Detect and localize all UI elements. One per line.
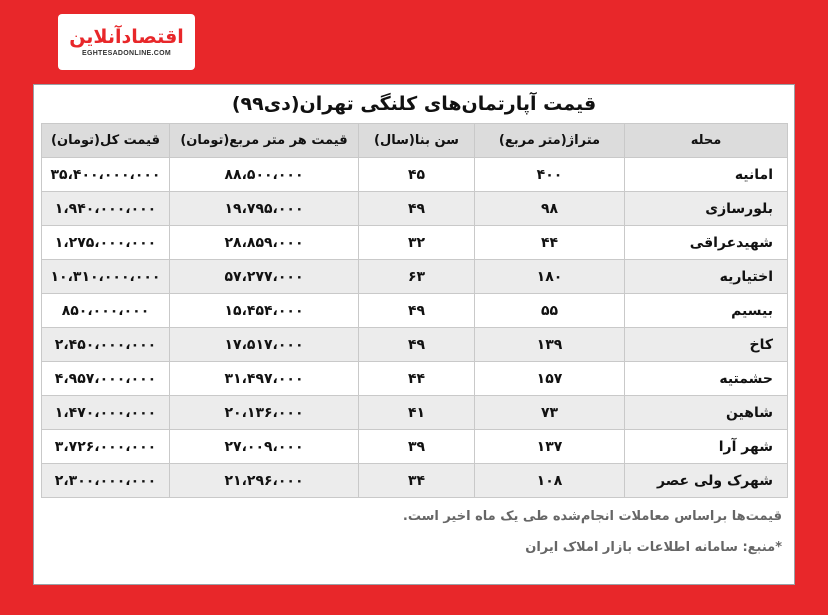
cell-building-age: ۳۲ — [359, 226, 475, 260]
table-row — [42, 430, 788, 464]
table-title: قیمت آپارتمان‌های کلنگی تهران(دی۹۹) — [231, 93, 597, 115]
cell-neighborhood: شهرک ولی عصر — [625, 464, 788, 498]
cell-building-age: ۴۹ — [359, 294, 475, 328]
cell-price-per-sqm: ۳۱،۴۹۷،۰۰۰ — [170, 362, 359, 396]
cell-building-age: ۴۴ — [359, 362, 475, 396]
price-table-card — [33, 84, 795, 585]
cell-neighborhood: اختیاریه — [625, 260, 788, 294]
table-row — [42, 328, 788, 362]
cell-price-per-sqm: ۲۷،۰۰۹،۰۰۰ — [170, 430, 359, 464]
cell-area: ۵۵ — [475, 294, 625, 328]
table-row — [42, 226, 788, 260]
cell-building-age: ۳۴ — [359, 464, 475, 498]
table-row — [42, 294, 788, 328]
cell-neighborhood: امانیه — [625, 158, 788, 192]
header-total-price: قیمت کل(تومان) — [42, 124, 170, 158]
cell-building-age: ۴۹ — [359, 328, 475, 362]
header-neighborhood: محله — [625, 124, 788, 158]
cell-total-price: ۳،۷۲۶،۰۰۰،۰۰۰ — [42, 430, 170, 464]
table-row — [42, 158, 788, 192]
cell-total-price: ۴،۹۵۷،۰۰۰،۰۰۰ — [42, 362, 170, 396]
cell-price-per-sqm: ۱۹،۷۹۵،۰۰۰ — [170, 192, 359, 226]
cell-neighborhood: بیسیم — [625, 294, 788, 328]
cell-neighborhood: کاخ — [625, 328, 788, 362]
cell-building-age: ۳۹ — [359, 430, 475, 464]
cell-price-per-sqm: ۸۸،۵۰۰،۰۰۰ — [170, 158, 359, 192]
cell-area: ۱۳۷ — [475, 430, 625, 464]
cell-total-price: ۳۵،۴۰۰،۰۰۰،۰۰۰ — [42, 158, 170, 192]
cell-total-price: ۱،۴۷۰،۰۰۰،۰۰۰ — [42, 396, 170, 430]
cell-building-age: ۴۹ — [359, 192, 475, 226]
header-building-age: سن بنا(سال) — [359, 124, 475, 158]
table-row — [42, 260, 788, 294]
cell-area: ۱۸۰ — [475, 260, 625, 294]
cell-price-per-sqm: ۱۷،۵۱۷،۰۰۰ — [170, 328, 359, 362]
cell-price-per-sqm: ۲۸،۸۵۹،۰۰۰ — [170, 226, 359, 260]
cell-total-price: ۱،۹۴۰،۰۰۰،۰۰۰ — [42, 192, 170, 226]
logo — [58, 14, 195, 70]
cell-total-price: ۱۰،۳۱۰،۰۰۰،۰۰۰ — [42, 260, 170, 294]
table-row — [42, 464, 788, 498]
cell-area: ۴۰۰ — [475, 158, 625, 192]
table-header-row — [42, 124, 788, 158]
logo-wordmark: اقتصادآنلاین — [69, 26, 184, 48]
header-area: متراژ(متر مربع) — [475, 124, 625, 158]
cell-building-age: ۴۱ — [359, 396, 475, 430]
cell-price-per-sqm: ۲۰،۱۳۶،۰۰۰ — [170, 396, 359, 430]
cell-building-age: ۶۳ — [359, 260, 475, 294]
cell-total-price: ۲،۳۰۰،۰۰۰،۰۰۰ — [42, 464, 170, 498]
cell-price-per-sqm: ۲۱،۲۹۶،۰۰۰ — [170, 464, 359, 498]
footnote-source: *منبع: سامانه اطلاعات بازار املاک ایران — [525, 540, 782, 555]
cell-total-price: ۱،۲۷۵،۰۰۰،۰۰۰ — [42, 226, 170, 260]
table-row — [42, 362, 788, 396]
cell-price-per-sqm: ۱۵،۴۵۴،۰۰۰ — [170, 294, 359, 328]
cell-building-age: ۴۵ — [359, 158, 475, 192]
table-row — [42, 396, 788, 430]
cell-neighborhood: بلورسازی — [625, 192, 788, 226]
cell-neighborhood: شهیدعراقی — [625, 226, 788, 260]
header-price-per-sqm: قیمت هر متر مربع(تومان) — [170, 124, 359, 158]
cell-neighborhood: شهر آرا — [625, 430, 788, 464]
cell-neighborhood: حشمتیه — [625, 362, 788, 396]
price-table — [41, 123, 788, 498]
footnote-prices: قیمت‌ها براساس معاملات انجام‌شده طی یک ماه اخیر است. — [402, 509, 782, 524]
cell-total-price: ۲،۴۵۰،۰۰۰،۰۰۰ — [42, 328, 170, 362]
cell-area: ۱۰۸ — [475, 464, 625, 498]
table-body — [42, 158, 788, 498]
logo-url: EGHTESADONLINE.COM — [81, 50, 171, 57]
cell-area: ۹۸ — [475, 192, 625, 226]
cell-price-per-sqm: ۵۷،۲۷۷،۰۰۰ — [170, 260, 359, 294]
cell-area: ۷۳ — [475, 396, 625, 430]
cell-total-price: ۸۵۰،۰۰۰،۰۰۰ — [42, 294, 170, 328]
cell-area: ۱۵۷ — [475, 362, 625, 396]
cell-neighborhood: شاهین — [625, 396, 788, 430]
cell-area: ۱۳۹ — [475, 328, 625, 362]
cell-area: ۴۴ — [475, 226, 625, 260]
table-row — [42, 192, 788, 226]
